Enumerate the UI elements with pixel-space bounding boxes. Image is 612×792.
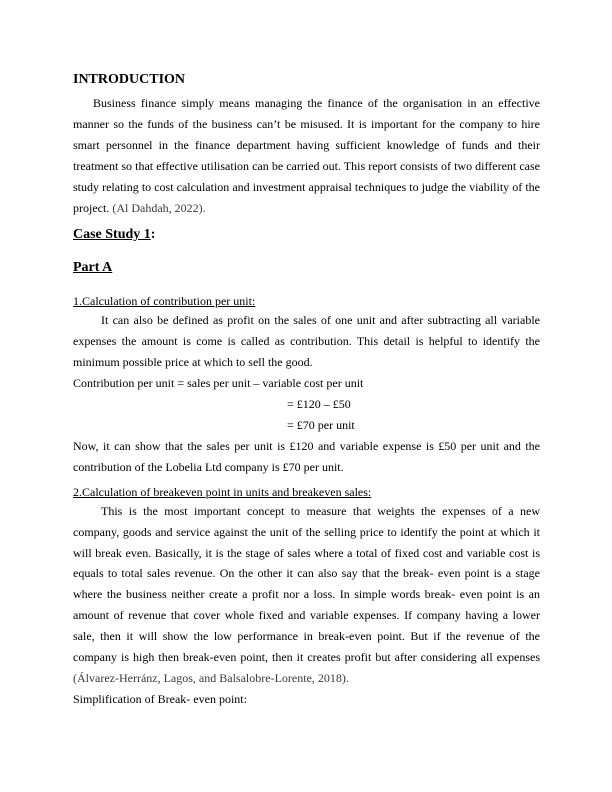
section1-heading (73, 292, 540, 310)
introduction-heading: INTRODUCTION (73, 72, 186, 87)
introduction-citation: (Al Dahdah, 2022). (112, 200, 206, 215)
introduction-paragraph (73, 93, 540, 218)
breakeven-simplification-label: Simplification of Break- even point: (73, 691, 247, 706)
page-content (73, 71, 540, 710)
section2-heading (73, 483, 540, 501)
section1-conclusion: Now, it can show that the sales per unit is £120 and variable expense is £50 per unit and the contribution of the Lobelia Ltd company is £70 per unit. (73, 438, 540, 474)
introduction-text: Business finance simply means managing the finance of the organisation in an effective manner so the funds of the business can’t be misused. It is important for the company to hire smart personnel in the finance department having sufficient knowledge of funds and their treatment so that effective utilisation can be carried out. This report consists of two different case study relating to cost calculation and investment appraisal techniques to judge the viability of the project. (73, 96, 540, 215)
part-a-heading: Part A (73, 260, 113, 276)
case-study-title (73, 226, 540, 244)
section2-citation: (Álvarez-Herránz, Lagos, and Balsalobre-Lorente, 2018). (73, 670, 349, 685)
formula-step-1: = £120 – £50 (287, 397, 351, 412)
section2-heading-text: 2.Calculation of breakeven point in units and breakeven sales: (73, 484, 372, 499)
section2-text: This is the most important concept to measure that weights the expenses of a new company, goods and service against the unit of the selling price to identify the point at which it will break even. Basically, it is the stage of sales where a total of fixed cost and variable cost is equals to total sales revenue. On the other it can also say that the break- even point is a stage where the business neither create a profit nor a loss. In simple words break- even point is an amount of revenue that cover whole fixed and variable expenses. If company having a lower sale, then it will show the low performance in break-even point. But if the revenue of the company is high then break-even point, then it creates profit but after considering all expenses (73, 503, 540, 665)
case-study-title-text: Case Study 1 (73, 227, 151, 243)
case-study-colon: : (150, 227, 156, 243)
section2-paragraph (73, 501, 540, 689)
section1-heading-text: 1.Calculation of contribution per unit: (73, 294, 256, 309)
section1-paragraph: It can also be defined as profit on the sales of one unit and after subtracting all variable expenses the amount is come is called as contribution. This detail is helpful to identify the minimum possible price at which to sell the good. (73, 313, 540, 370)
contribution-formula: Contribution per unit = sales per unit – variable cost per unit (73, 376, 364, 391)
formula-step-2: = £70 per unit (287, 417, 355, 432)
